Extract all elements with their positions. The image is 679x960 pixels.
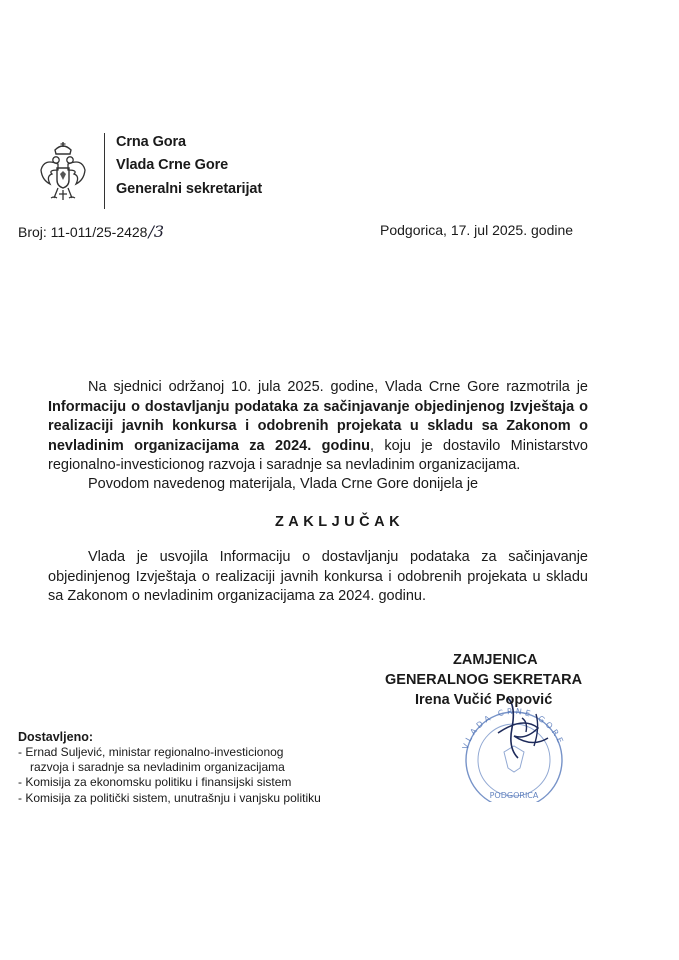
header-country: Crna Gora [116,134,187,150]
paragraph-intro-bold: Informaciju o dostavljanju podataka za sačinjavanje objedinjenog Izvještaja o realizaciji javnih konkursa i odobrenih projekata u skladu sa Zakonom o nevladinim organizacijama za 2024. godinu [48,398,588,454]
paragraph-decision-lead: Povodom navedenog materijala, Vlada Crne Gore donijela je [88,476,479,492]
header-office: Generalni sekretarijat [116,181,263,197]
distribution-item-2: - Komisija za ekonomsku politiku i finansijski sistem [18,775,292,789]
signatory-name: Irena Vučić Popović [415,692,553,708]
place-date: Podgorica, 17. jul 2025. godine [380,222,574,238]
distribution-item-1-cont: razvoja i saradnje sa nevladinim organizacijama [30,760,285,774]
coat-of-arms-icon [38,140,88,204]
handwritten-suffix: /3 [148,222,165,241]
paragraph-intro-lead: Na sjednici održanoj 10. jula 2025. godine, Vlada Crne Gore razmotrila je [88,379,588,395]
paragraph-conclusion-text: Vlada je usvojila Informaciju o dostavljanju podataka za sačinjavanje objedinjenog Izvještaja o realizaciji javnih konkursa i odobrenih projekata u skladu sa Zakonom o nevladinim organizacijama za 2024. godinu. [48,549,588,605]
paragraph-intro-tail: , koju je dostavilo Ministarstvo regionalno-investicionog razvoja i saradnje sa nevladinim organizacijama. [48,437,588,474]
stamp-text-bottom: PODGORICA [489,791,539,800]
distribution-item-1: - Ernad Suljević, ministar regionalno-investicionog [18,745,284,759]
header-government: Vlada Crne Gore [116,157,229,173]
reference-number-text: Broj: 11-011/25-2428 [18,224,148,240]
signatory-title-line1: ZAMJENICA [453,652,538,668]
distribution-title: Dostavljeno: [18,730,94,744]
stamp-text-top: VLADA CRNE GORE [460,706,566,751]
paragraph-intro [48,378,588,476]
distribution-item-3: - Komisija za politički sistem, unutrašnju i vanjsku politiku [18,791,321,805]
signatory-title-line2: GENERALNOG SEKRETARA [385,672,583,688]
header-divider [104,133,105,209]
conclusion-title: ZAKLJUČAK [274,514,405,530]
paragraph-conclusion [48,548,588,607]
reference-number [18,222,164,241]
